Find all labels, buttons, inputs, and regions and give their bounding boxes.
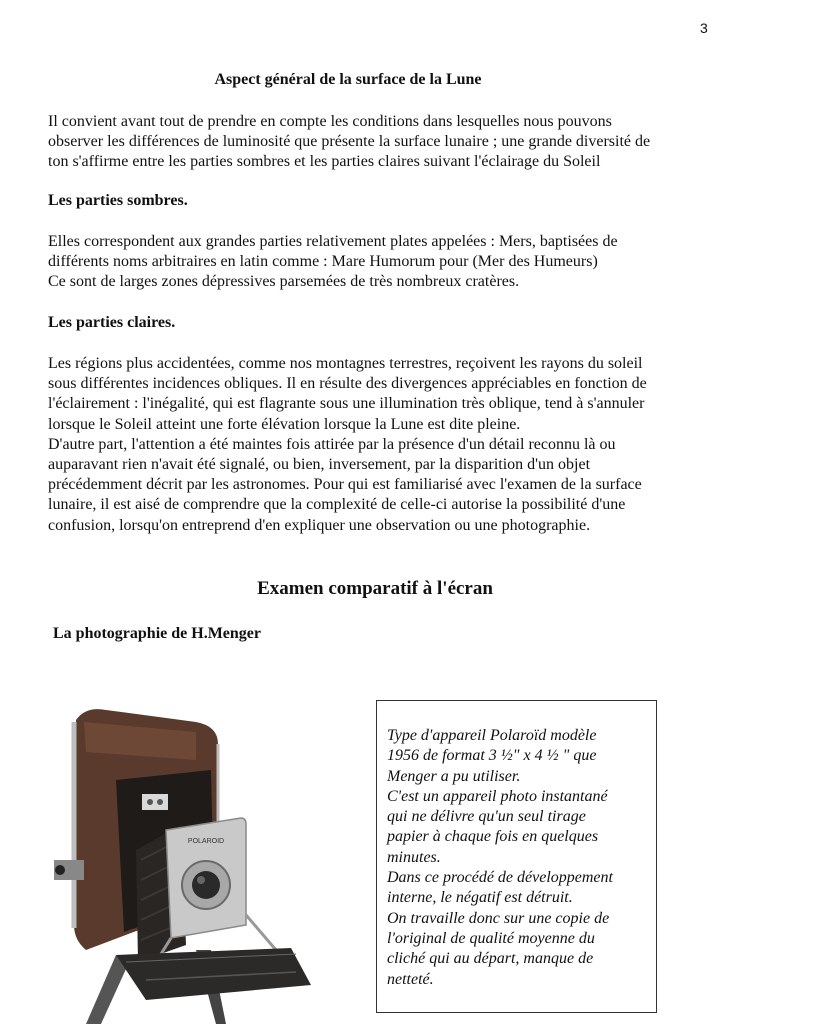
camera-logo: POLAROID (187, 838, 225, 845)
dark-parts-paragraph (48, 232, 720, 293)
camera-window (142, 794, 168, 810)
subsection-title: La photographie de H.Menger (53, 625, 261, 642)
caption-line: qui ne délivre qu'un seul tirage (387, 808, 586, 826)
dark-parts-heading: Les parties sombres. (48, 192, 188, 209)
caption-line: 1956 de format 3 ½" x 4 ½ " que (387, 747, 597, 765)
lens (192, 871, 220, 899)
text-line: précédemment décrit par les astronomes. Pour qui est familiarisé avec l'examen de la surface (48, 476, 642, 494)
text-line: ton s'affirme entre les parties sombres et les parties claires suivant l'éclairage du Soleil (48, 153, 601, 171)
caption-line: l'original de qualité moyenne du (387, 929, 595, 947)
polaroid-camera-image (46, 700, 316, 1024)
intro-paragraph (48, 112, 720, 173)
page-number: 3 (700, 20, 708, 36)
caption-line: minutes. (387, 848, 441, 866)
caption-line: Dans ce procédé de développement (387, 869, 613, 887)
text-line: Les régions plus accidentées, comme nos montagnes terrestres, reçoivent les rayons du soleil (48, 355, 643, 372)
text-line: observer les différences de luminosité que présente la surface lunaire ; une grande diversité de (48, 133, 651, 151)
text-line: confusion, lorsqu'on entreprend d'en expliquer une observation ou une photographie. (48, 516, 591, 534)
text-line: sous différentes incidences obliques. Il en résulte des divergences appréciables en fonction de (48, 375, 647, 393)
caption-line: On travaille donc sur une copie de (387, 909, 610, 927)
caption-line: Type d'appareil Polaroïd modèle (387, 727, 597, 744)
text-line: lorsque le Soleil atteint une forte élévation lorsque la Lune est dite pleine. (48, 415, 521, 433)
text-line: Ce sont de larges zones dépressives parsemées de très nombreux cratères. (48, 273, 520, 291)
text-line: auparavant rien n'avait été signalé, ou bien, inversement, par la disparition d'un objet (48, 456, 591, 474)
text-line: différents noms arbitraires en latin comme : Mare Humorum pour (Mer des Humeurs) (48, 253, 598, 271)
light-parts-heading: Les parties claires. (48, 314, 176, 331)
text-line: l'éclairement : l'inégalité, qui est flagrante sous une illumination très oblique, tend à s'annuler (48, 395, 645, 413)
text-line: Il convient avant tout de prendre en compte les conditions dans lesquelles nous pouvons (48, 113, 612, 130)
text-line: D'autre part, l'attention a été maintes fois attirée par la présence d'un détail reconnu là ou (48, 435, 616, 453)
page-title: Aspect général de la surface de la Lune (214, 71, 482, 88)
caption-text (387, 726, 649, 990)
caption-line: netteté. (387, 970, 434, 988)
camera-bed (116, 948, 311, 1000)
text-line: lunaire, il est aisé de comprendre que la complexité de celle-ci autorise la possibilité d'une (48, 496, 626, 514)
caption-line: interne, le négatif est détruit. (387, 889, 573, 907)
caption-line: cliché qui au départ, manque de (387, 950, 594, 968)
caption-line: Menger a pu utiliser. (387, 767, 521, 785)
light-parts-paragraph (48, 354, 720, 536)
caption-line: papier à chaque fois en quelques (387, 828, 599, 846)
caption-line: C'est un appareil photo instantané (387, 787, 608, 805)
text-line: Elles correspondent aux grandes parties relativement plates appelées : Mers, baptisées de (48, 233, 618, 250)
section-title: Examen comparatif à l'écran (257, 578, 493, 599)
